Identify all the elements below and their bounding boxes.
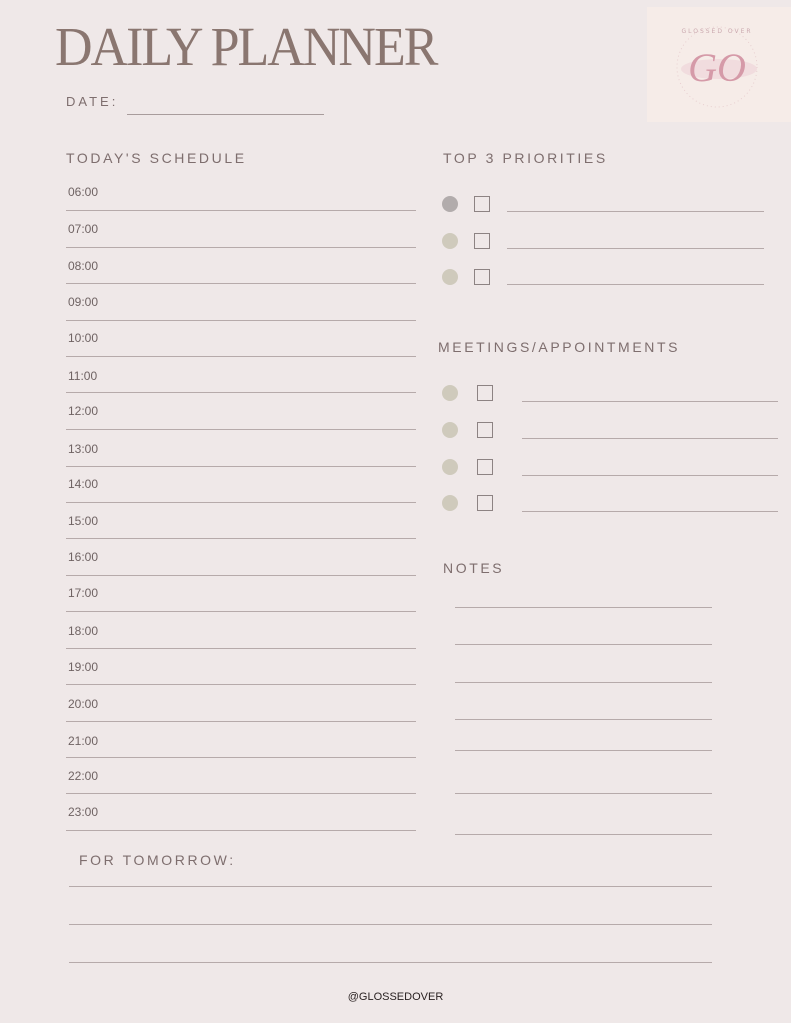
meeting-line[interactable] [522,475,778,476]
schedule-time: 16:00 [68,550,99,564]
schedule-line[interactable] [66,283,416,284]
bullet-dot-icon [442,196,458,212]
bullet-dot-icon [442,459,458,475]
schedule-line[interactable] [66,684,416,685]
schedule-time: 09:00 [68,295,99,309]
meeting-line[interactable] [522,438,778,439]
notes-line[interactable] [455,607,712,608]
tomorrow-heading: FOR TOMORROW: [79,852,236,868]
tomorrow-line[interactable] [69,924,712,925]
schedule-time: 13:00 [68,442,99,456]
schedule-time: 11:00 [68,369,98,383]
date-field-line[interactable] [127,114,324,115]
schedule-line[interactable] [66,538,416,539]
meeting-line[interactable] [522,401,778,402]
notes-line[interactable] [455,644,712,645]
priority-line[interactable] [507,284,764,285]
priority-checkbox[interactable] [474,269,490,285]
notes-line[interactable] [455,834,712,835]
bullet-dot-icon [442,422,458,438]
schedule-heading: TODAY'S SCHEDULE [66,150,247,166]
bullet-dot-icon [442,233,458,249]
schedule-time: 23:00 [68,805,99,819]
schedule-time: 20:00 [68,697,99,711]
schedule-line[interactable] [66,611,416,612]
tomorrow-line[interactable] [69,886,712,887]
schedule-line[interactable] [66,502,416,503]
schedule-time: 14:00 [68,477,99,491]
footer-handle: @GLOSSEDOVER [347,991,444,1003]
schedule-line[interactable] [66,392,416,393]
schedule-line[interactable] [66,793,416,794]
page-title: DAILY PLANNER [55,17,437,78]
notes-line[interactable] [455,719,712,720]
schedule-time: 22:00 [68,769,99,783]
schedule-time: 19:00 [68,660,99,674]
logo-mark-icon [647,7,791,122]
schedule-line[interactable] [66,648,416,649]
schedule-line[interactable] [66,429,416,430]
meeting-checkbox[interactable] [477,459,493,475]
schedule-line[interactable] [66,757,416,758]
schedule-time: 15:00 [68,514,99,528]
tomorrow-line[interactable] [69,962,712,963]
meeting-checkbox[interactable] [477,422,493,438]
svg-text:GO: GO [688,45,746,90]
meetings-heading: MEETINGS/APPOINTMENTS [438,339,681,355]
schedule-time: 12:00 [68,404,99,418]
notes-line[interactable] [455,750,712,751]
priority-checkbox[interactable] [474,196,490,212]
schedule-time: 10:00 [68,331,99,345]
meeting-line[interactable] [522,511,778,512]
notes-line[interactable] [455,793,712,794]
schedule-line[interactable] [66,320,416,321]
bullet-dot-icon [442,385,458,401]
date-label: DATE: [66,94,119,109]
notes-heading: NOTES [443,560,505,576]
priority-checkbox[interactable] [474,233,490,249]
schedule-line[interactable] [66,830,416,831]
schedule-time: 06:00 [68,185,99,199]
schedule-time: 07:00 [68,222,99,236]
schedule-line[interactable] [66,356,416,357]
schedule-time: 17:00 [68,586,99,600]
schedule-line[interactable] [66,466,416,467]
logo [647,7,791,122]
schedule-line[interactable] [66,210,416,211]
schedule-time: 08:00 [68,259,99,273]
schedule-line[interactable] [66,721,416,722]
notes-line[interactable] [455,682,712,683]
meeting-checkbox[interactable] [477,495,493,511]
bullet-dot-icon [442,495,458,511]
priorities-heading: TOP 3 PRIORITIES [443,150,608,166]
schedule-time: 21:00 [68,734,99,748]
schedule-line[interactable] [66,575,416,576]
priority-line[interactable] [507,248,764,249]
schedule-line[interactable] [66,247,416,248]
schedule-time: 18:00 [68,624,99,638]
priority-line[interactable] [507,211,764,212]
bullet-dot-icon [442,269,458,285]
svg-text:GLOSSED OVER: GLOSSED OVER [681,28,753,35]
meeting-checkbox[interactable] [477,385,493,401]
